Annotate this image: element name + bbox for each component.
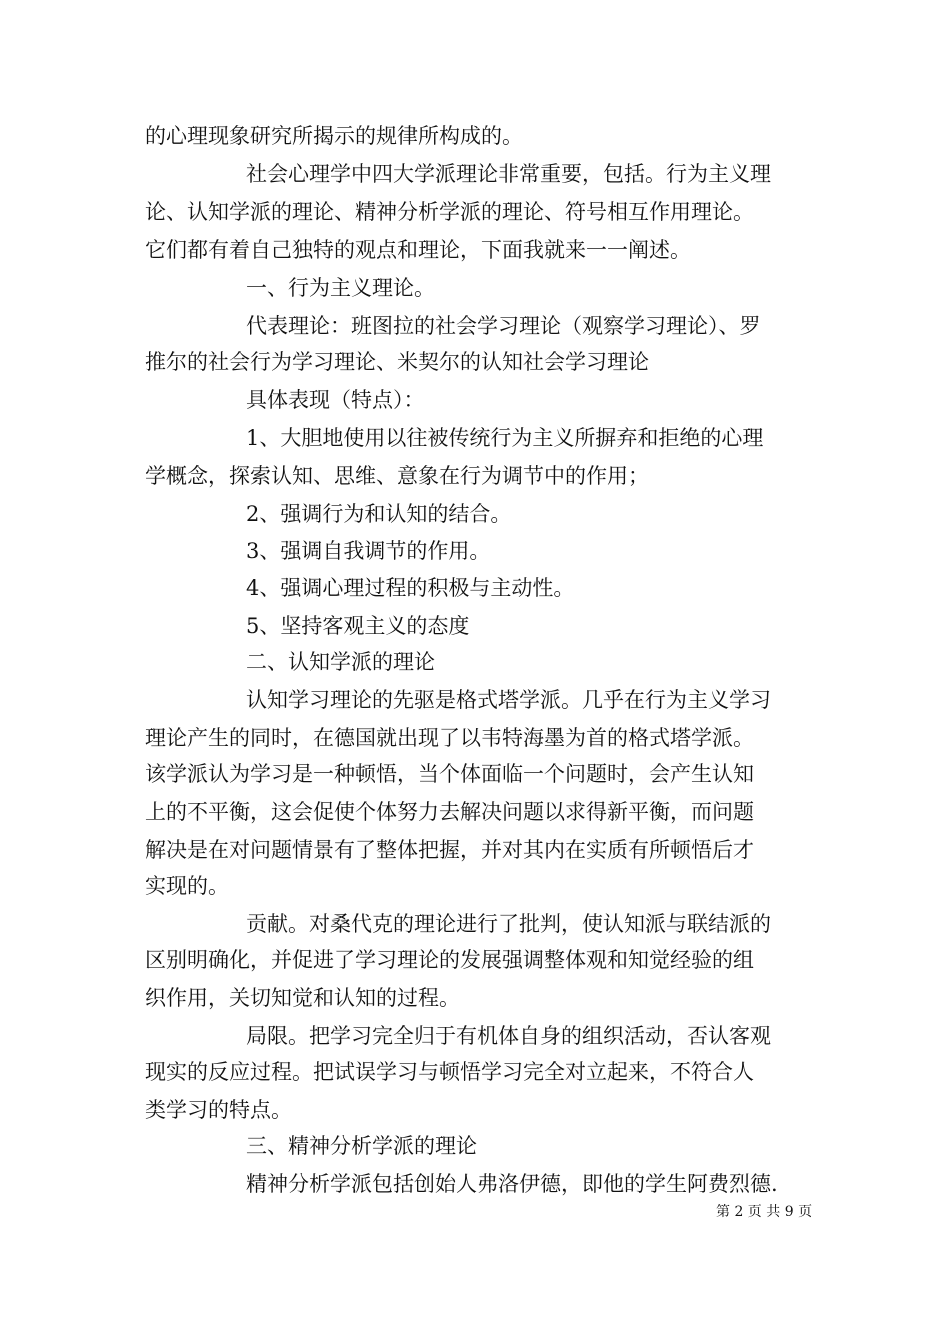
text-line: 局限。把学习完全归于有机体自身的组织活动，否认客观 xyxy=(246,1024,771,1048)
section-heading: 二、认知学派的理论 xyxy=(246,650,435,674)
text-line: 类学习的特点。 xyxy=(145,1098,292,1122)
section-heading: 三、精神分析学派的理论 xyxy=(246,1134,477,1158)
text-line: 推尔的社会行为学习理论、米契尔的认知社会学习理论 xyxy=(145,350,649,374)
text-line: 织作用，关切知觉和认知的过程。 xyxy=(145,986,460,1010)
text-line: 的心理现象研究所揭示的规律所构成的。 xyxy=(145,124,523,148)
text-line: 精神分析学派包括创始人弗洛伊德，即他的学生阿费烈德. xyxy=(246,1172,778,1196)
list-item: 2、强调行为和认知的结合。 xyxy=(246,502,512,526)
text-line: 现实的反应过程。把试误学习与顿悟学习完全对立起来，不符合人 xyxy=(145,1060,754,1084)
text-line: 解决是在对问题情景有了整体把握，并对其内在实质有所顿悟后才 xyxy=(145,838,754,862)
text-line: 贡献。对桑代克的理论进行了批判，使认知派与联结派的 xyxy=(246,912,771,936)
page-number-footer: 第 2 页 共 9 页 xyxy=(716,1204,813,1220)
list-item: 3、强调自我调节的作用。 xyxy=(246,539,491,563)
text-line: 实现的。 xyxy=(145,874,229,898)
text-line: 认知学习理论的先驱是格式塔学派。几乎在行为主义学习 xyxy=(246,688,771,712)
text-line: 论、认知学派的理论、精神分析学派的理论、符号相互作用理论。 xyxy=(145,200,754,224)
list-item: 1、大胆地使用以往被传统行为主义所摒弃和拒绝的心理 xyxy=(246,426,764,450)
text-line: 具体表现（特点）： xyxy=(246,388,425,412)
text-line: 代表理论：班图拉的社会学习理论（观察学习理论）、罗 xyxy=(246,314,761,338)
text-line: 上的不平衡，这会促使个体努力去解决问题以求得新平衡，而问题 xyxy=(145,800,754,824)
text-line: 区别明确化，并促进了学习理论的发展强调整体观和知觉经验的组 xyxy=(145,948,754,972)
list-item: 4、强调心理过程的积极与主动性。 xyxy=(246,576,575,600)
text-line: 学概念，探索认知、思维、意象在行为调节中的作用； xyxy=(145,464,649,488)
text-line: 该学派认为学习是一种顿悟，当个体面临一个问题时，会产生认知 xyxy=(145,762,754,786)
section-heading: 一、行为主义理论。 xyxy=(246,276,435,300)
text-line: 它们都有着自己独特的观点和理论，下面我就来一一阐述。 xyxy=(145,238,691,262)
text-line: 理论产生的同时，在德国就出现了以韦特海墨为首的格式塔学派。 xyxy=(145,726,754,750)
text-line: 社会心理学中四大学派理论非常重要，包括。行为主义理 xyxy=(246,162,771,186)
list-item: 5、坚持客观主义的态度 xyxy=(246,614,470,638)
